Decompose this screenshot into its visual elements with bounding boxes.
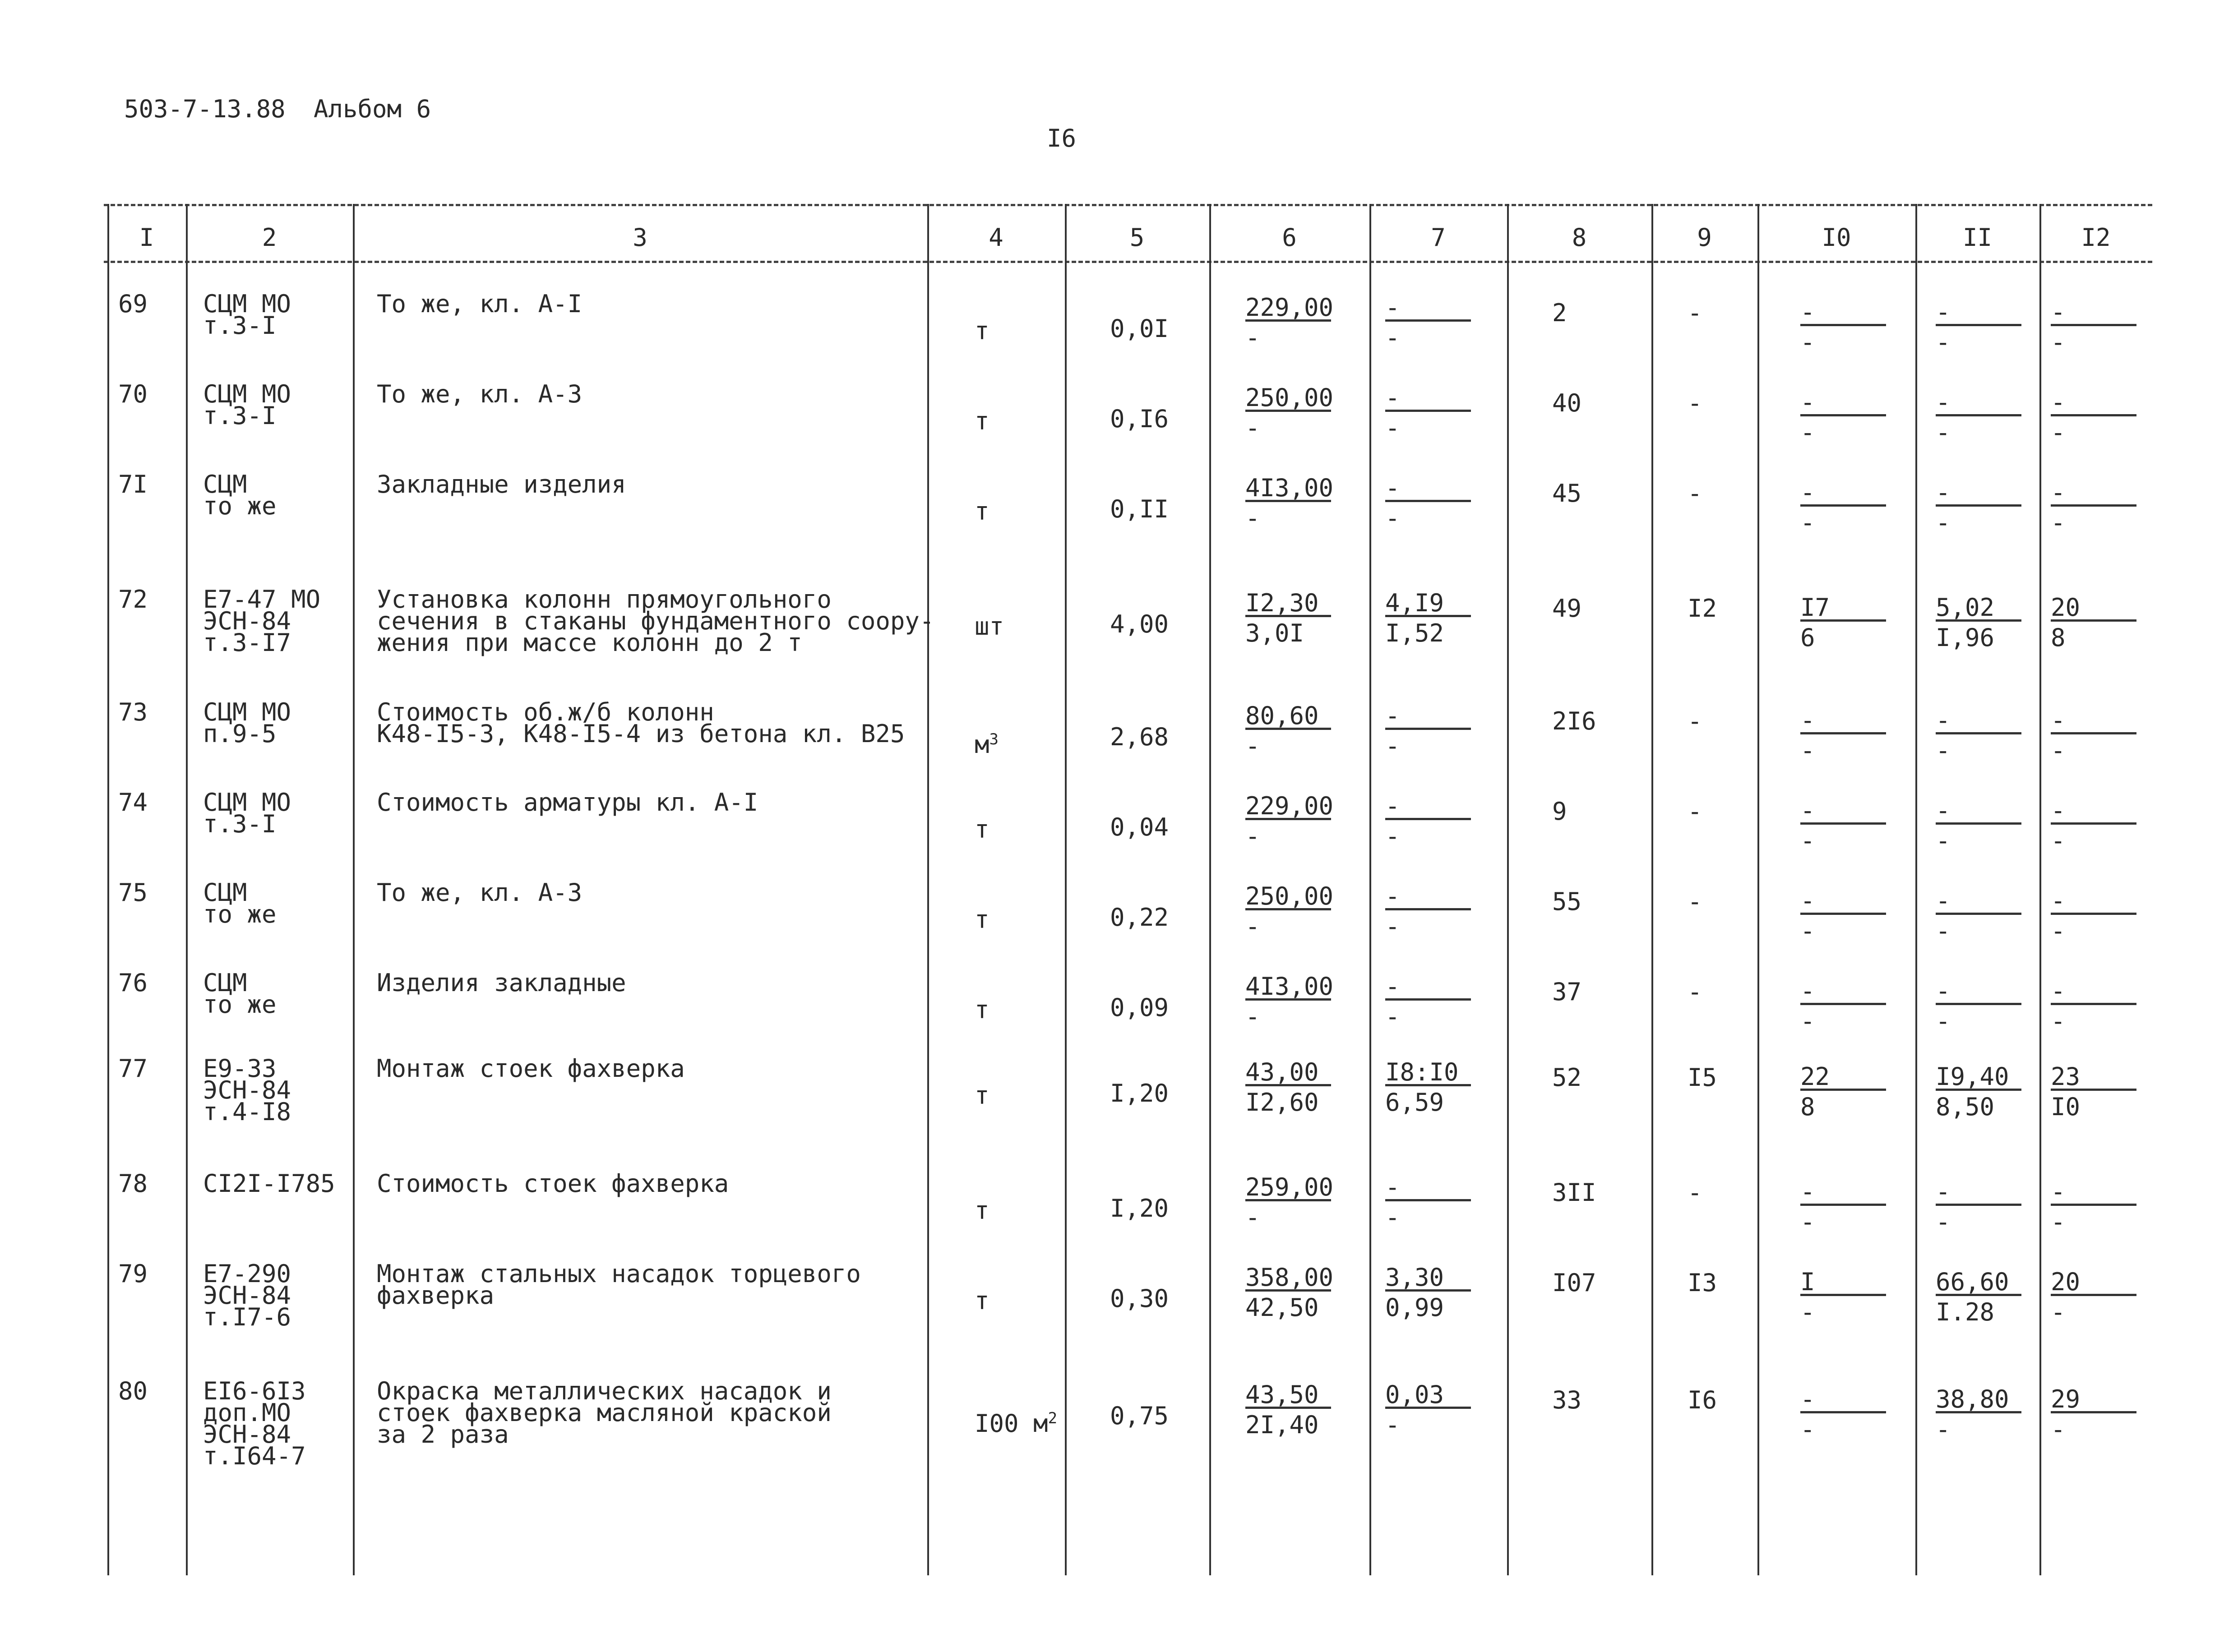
unit: т <box>975 1287 990 1315</box>
col11-value-numerator: 5,02 <box>1936 593 2021 622</box>
col-divider <box>1651 204 1653 1575</box>
unit: т <box>975 815 990 844</box>
unit-cost <box>1245 701 1331 760</box>
column-number: I2 <box>2081 223 2111 252</box>
column-number: 3 <box>633 223 647 252</box>
row-number: 73 <box>118 698 148 726</box>
col10-value-denominator: - <box>1800 736 1815 765</box>
unit: т <box>975 1196 990 1225</box>
col11-value <box>1936 478 2021 537</box>
col11-value-denominator: - <box>1936 1007 1951 1035</box>
col10-value-numerator: I7 <box>1800 593 1886 622</box>
col9-value: - <box>1688 797 1702 826</box>
wage-cost-denominator: - <box>1385 414 1400 442</box>
wage-cost <box>1385 1058 1471 1117</box>
unit-cost-denominator: - <box>1245 1203 1260 1232</box>
unit-cost-denominator: 42,50 <box>1245 1293 1319 1322</box>
unit-cost-numerator: 358,00 <box>1245 1263 1334 1292</box>
quantity: 0,30 <box>1110 1284 1169 1313</box>
unit-cost <box>1245 293 1334 352</box>
column-number: 5 <box>1129 223 1145 252</box>
col11-value-numerator: - <box>1936 1177 2021 1206</box>
work-description: Установка колонн прямоугольного сечения в стаканы фундаментного соору- жения при массе колонн до 2 т <box>377 585 934 657</box>
wage-cost-denominator: - <box>1385 732 1400 760</box>
wage-cost <box>1385 1380 1471 1439</box>
column-number: 9 <box>1697 223 1712 252</box>
wage-cost <box>1385 972 1471 1031</box>
unit: I00 $м^2$ <box>975 1409 1058 1438</box>
quantity: 0,I6 <box>1110 405 1169 433</box>
column-number: 8 <box>1572 223 1587 252</box>
unit-cost <box>1245 972 1334 1031</box>
unit-cost <box>1245 383 1334 442</box>
norm-code: СI2I-I785 <box>203 1169 335 1198</box>
unit-cost-denominator: - <box>1245 414 1260 442</box>
norm-code: Е9-33 ЭСН-84 т.4-I8 <box>203 1054 291 1126</box>
norm-code: ЕI6-6I3 доп.МО ЭСН-84 т.I64-7 <box>203 1377 306 1470</box>
col12-value <box>2051 796 2136 855</box>
header-rule <box>104 261 2152 263</box>
column-number: 4 <box>989 223 1003 252</box>
unit: т <box>975 1081 990 1110</box>
row-number: 77 <box>118 1054 148 1083</box>
document-code: 503-7-13.88 <box>124 95 286 123</box>
total-cost: 45 <box>1552 479 1582 508</box>
unit-cost-denominator: - <box>1245 822 1260 850</box>
quantity: I,20 <box>1110 1079 1169 1107</box>
wage-cost-denominator: - <box>1385 323 1400 352</box>
norm-code: СЦМ МО п.9-5 <box>203 698 291 748</box>
column-number: I <box>139 223 154 252</box>
work-description: Стоимость об.ж/б колонн К48-I5-3, К48-I5-4 из бетона кл. В25 <box>377 698 905 748</box>
col11-value-denominator: - <box>1936 508 1951 537</box>
col12-value-denominator: - <box>2051 1007 2066 1035</box>
col11-value <box>1936 1062 2021 1121</box>
col10-value-numerator: 22 <box>1800 1062 1886 1091</box>
col9-value: I5 <box>1688 1063 1717 1092</box>
col-divider <box>927 204 929 1575</box>
col10-value-denominator: - <box>1800 1298 1815 1326</box>
unit-cost <box>1245 882 1334 941</box>
col12-value <box>2051 706 2136 765</box>
unit-cost-denominator: - <box>1245 912 1260 941</box>
row-number: 80 <box>118 1377 148 1405</box>
col12-value <box>2051 1268 2136 1326</box>
unit-cost-numerator: 43,00 <box>1245 1058 1331 1086</box>
col12-value-denominator: - <box>2051 508 2066 537</box>
col-divider <box>107 204 109 1575</box>
quantity: 2,68 <box>1110 723 1169 751</box>
wage-cost-denominator: - <box>1385 1411 1400 1439</box>
col10-value <box>1800 388 1886 447</box>
wage-cost-denominator: I,52 <box>1385 619 1444 647</box>
wage-cost-numerator: - <box>1385 792 1471 820</box>
row-number: 76 <box>118 969 148 997</box>
norm-code: СЦМ МО т.3-I <box>203 380 291 430</box>
wage-cost-denominator: - <box>1385 1203 1400 1232</box>
col10-value-numerator: - <box>1800 796 1886 825</box>
wage-cost-denominator: 0,99 <box>1385 1293 1444 1322</box>
col11-value <box>1936 298 2021 356</box>
wage-cost-denominator: - <box>1385 1002 1400 1031</box>
row-number: 72 <box>118 585 148 614</box>
col-divider <box>1757 204 1759 1575</box>
unit: т <box>975 317 990 345</box>
col12-value-denominator: - <box>2051 917 2066 945</box>
col12-value-denominator: I0 <box>2051 1093 2081 1121</box>
col9-value: I6 <box>1688 1386 1717 1414</box>
col-divider <box>1209 204 1211 1575</box>
wage-cost <box>1385 792 1471 850</box>
unit-cost-numerator: 229,00 <box>1245 293 1334 322</box>
unit: $м^3$ <box>975 730 999 759</box>
work-description: Изделия закладные <box>377 969 626 997</box>
col11-value-numerator: - <box>1936 298 2021 326</box>
col10-value-numerator: - <box>1800 977 1886 1005</box>
norm-code: Е7-47 МО ЭСН-84 т.3-I7 <box>203 585 321 657</box>
col10-value-denominator: 6 <box>1800 623 1815 652</box>
col12-value-denominator: - <box>2051 418 2066 447</box>
unit-cost-numerator: 43,50 <box>1245 1380 1331 1409</box>
wage-cost <box>1385 1173 1471 1232</box>
col11-value-numerator: - <box>1936 706 2021 734</box>
col11-value <box>1936 388 2021 447</box>
unit-cost-numerator: 259,00 <box>1245 1173 1334 1201</box>
norm-code: СЦМ МО т.3-I <box>203 788 291 838</box>
norm-code: СЦМ то же <box>203 969 277 1019</box>
wage-cost <box>1385 882 1471 941</box>
total-cost: 9 <box>1552 797 1567 826</box>
unit: шт <box>975 612 1004 641</box>
unit: т <box>975 996 990 1024</box>
col10-value-numerator: - <box>1800 298 1886 326</box>
col12-value-numerator: - <box>2051 1177 2136 1206</box>
norm-code: СЦМ то же <box>203 878 277 928</box>
col11-value <box>1936 1177 2021 1236</box>
col10-value-numerator: - <box>1800 1385 1886 1413</box>
col12-value <box>2051 1385 2136 1444</box>
col12-value <box>2051 1177 2136 1236</box>
wage-cost <box>1385 1263 1471 1322</box>
col10-value-numerator: - <box>1800 388 1886 416</box>
wage-cost-numerator: I8:I0 <box>1385 1058 1471 1086</box>
col12-value-denominator: - <box>2051 328 2066 356</box>
total-cost: 40 <box>1552 389 1582 417</box>
col11-value <box>1936 593 2021 652</box>
unit-cost <box>1245 589 1331 647</box>
col12-value-numerator: - <box>2051 388 2136 416</box>
col9-value: - <box>1688 1178 1702 1207</box>
unit-cost-numerator: 250,00 <box>1245 383 1334 412</box>
wage-cost <box>1385 293 1471 352</box>
col12-value <box>2051 977 2136 1035</box>
col12-value-numerator: - <box>2051 298 2136 326</box>
col-divider <box>1065 204 1067 1575</box>
table-top-rule <box>104 204 2152 206</box>
col9-value: - <box>1688 978 1702 1006</box>
unit-cost <box>1245 1263 1334 1322</box>
quantity: 0,II <box>1110 495 1169 523</box>
work-description: Стоимость стоек фахверка <box>377 1169 729 1198</box>
unit-cost-numerator: 4I3,00 <box>1245 972 1334 1001</box>
col-divider <box>186 204 188 1575</box>
col11-value-numerator: - <box>1936 796 2021 825</box>
col9-value: - <box>1688 389 1702 417</box>
wage-cost <box>1385 701 1471 760</box>
wage-cost-denominator: - <box>1385 822 1400 850</box>
col10-value <box>1800 1268 1886 1326</box>
col10-value <box>1800 1062 1886 1121</box>
work-description: Закладные изделия <box>377 470 626 498</box>
col10-value <box>1800 298 1886 356</box>
col10-value <box>1800 478 1886 537</box>
total-cost: 49 <box>1552 594 1582 623</box>
col12-value <box>2051 1062 2136 1121</box>
work-description: Монтаж стальных насадок торцевого фахверка <box>377 1260 861 1310</box>
col10-value-denominator: 8 <box>1800 1093 1815 1121</box>
col10-value-numerator: - <box>1800 478 1886 507</box>
wage-cost <box>1385 474 1471 532</box>
col11-value-denominator: - <box>1936 917 1951 945</box>
col12-value-denominator: - <box>2051 1298 2066 1326</box>
quantity: 0,09 <box>1110 993 1169 1022</box>
work-description: То же, кл. А-I <box>377 290 583 318</box>
col10-value-denominator: - <box>1800 1415 1815 1444</box>
col-divider <box>1507 204 1509 1575</box>
row-number: 70 <box>118 380 148 408</box>
col12-value-denominator: - <box>2051 1415 2066 1444</box>
col10-value-numerator: - <box>1800 1177 1886 1206</box>
col10-value <box>1800 977 1886 1035</box>
col11-value-numerator: - <box>1936 478 2021 507</box>
col12-value-numerator: - <box>2051 478 2136 507</box>
quantity: I,20 <box>1110 1194 1169 1223</box>
unit-cost-numerator: 80,60 <box>1245 701 1331 730</box>
col11-value-denominator: - <box>1936 1208 1951 1236</box>
wage-cost-denominator: - <box>1385 504 1400 532</box>
col10-value <box>1800 1385 1886 1444</box>
col12-value-numerator: - <box>2051 706 2136 734</box>
col11-value <box>1936 977 2021 1035</box>
col11-value-numerator: I9,40 <box>1936 1062 2021 1091</box>
wage-cost-numerator: - <box>1385 474 1471 502</box>
col11-value-numerator: - <box>1936 977 2021 1005</box>
quantity: 0,0I <box>1110 314 1169 343</box>
col12-value-numerator: - <box>2051 886 2136 915</box>
quantity: 0,04 <box>1110 813 1169 841</box>
norm-code: СЦМ то же <box>203 470 277 520</box>
col12-value-denominator: - <box>2051 826 2066 855</box>
unit-cost-numerator: 4I3,00 <box>1245 474 1334 502</box>
col11-value <box>1936 886 2021 945</box>
col10-value-denominator: - <box>1800 508 1815 537</box>
col11-value <box>1936 1385 2021 1444</box>
col11-value-numerator: 66,60 <box>1936 1268 2021 1296</box>
quantity: 0,22 <box>1110 903 1169 932</box>
unit-cost <box>1245 792 1334 850</box>
col10-value <box>1800 1177 1886 1236</box>
unit-exponent: 2 <box>1048 1409 1058 1427</box>
col11-value-denominator: 8,50 <box>1936 1093 1995 1121</box>
col12-value-numerator: - <box>2051 977 2136 1005</box>
unit-cost-denominator: - <box>1245 323 1260 352</box>
column-number: 6 <box>1282 223 1297 252</box>
page-number: I6 <box>1047 124 1077 152</box>
unit-cost-numerator: I2,30 <box>1245 589 1331 617</box>
wage-cost-numerator: - <box>1385 293 1471 322</box>
work-description: Окраска металлических насадок и стоек фахверка масляной краской за 2 раза <box>377 1377 832 1449</box>
col11-value-denominator: - <box>1936 418 1951 447</box>
col12-value-denominator: 8 <box>2051 623 2066 652</box>
total-cost: 33 <box>1552 1386 1582 1414</box>
col12-value <box>2051 593 2136 652</box>
col10-value <box>1800 886 1886 945</box>
work-description: Стоимость арматуры кл. А-I <box>377 788 758 817</box>
col9-value: - <box>1688 887 1702 916</box>
wage-cost-numerator: - <box>1385 701 1471 730</box>
col12-value <box>2051 298 2136 356</box>
unit-cost <box>1245 1058 1331 1117</box>
col12-value-numerator: - <box>2051 796 2136 825</box>
unit-cost <box>1245 474 1334 532</box>
unit-cost-numerator: 250,00 <box>1245 882 1334 910</box>
total-cost: 55 <box>1552 887 1582 916</box>
unit: т <box>975 905 990 934</box>
col12-value <box>2051 886 2136 945</box>
col9-value: - <box>1688 707 1702 735</box>
col11-value <box>1936 1268 2021 1326</box>
col-divider <box>1915 204 1917 1575</box>
total-cost: 2I6 <box>1552 707 1596 735</box>
col12-value-numerator: 20 <box>2051 1268 2136 1296</box>
col10-value-denominator: - <box>1800 826 1815 855</box>
wage-cost-numerator: 0,03 <box>1385 1380 1471 1409</box>
col10-value-denominator: - <box>1800 328 1815 356</box>
unit-cost-numerator: 229,00 <box>1245 792 1334 820</box>
col10-value-denominator: - <box>1800 1208 1815 1236</box>
col10-value <box>1800 796 1886 855</box>
col11-value-denominator: - <box>1936 1415 1951 1444</box>
quantity: 0,75 <box>1110 1402 1169 1430</box>
col10-value-numerator: I <box>1800 1268 1886 1296</box>
unit-cost <box>1245 1380 1331 1439</box>
row-number: 7I <box>118 470 148 498</box>
col11-value-numerator: - <box>1936 886 2021 915</box>
work-description: То же, кл. А-3 <box>377 380 583 408</box>
unit-cost <box>1245 1173 1334 1232</box>
col-divider <box>1369 204 1371 1575</box>
col12-value-numerator: 29 <box>2051 1385 2136 1413</box>
wage-cost-numerator: 3,30 <box>1385 1263 1471 1292</box>
total-cost: 3II <box>1552 1178 1596 1207</box>
col9-value: I2 <box>1688 594 1717 623</box>
unit-exponent: 3 <box>989 730 999 748</box>
col9-value: - <box>1688 299 1702 327</box>
col11-value-denominator: I,96 <box>1936 623 1995 652</box>
col11-value-numerator: 38,80 <box>1936 1385 2021 1413</box>
unit: т <box>975 497 990 526</box>
wage-cost-numerator: - <box>1385 383 1471 412</box>
col11-value <box>1936 706 2021 765</box>
work-description: То же, кл. А-3 <box>377 878 583 907</box>
wage-cost-numerator: - <box>1385 882 1471 910</box>
col10-value-denominator: - <box>1800 418 1815 447</box>
col12-value-numerator: 20 <box>2051 593 2136 622</box>
wage-cost-numerator: - <box>1385 1173 1471 1201</box>
norm-code: Е7-290 ЭСН-84 т.I7-6 <box>203 1260 291 1331</box>
quantity: 4,00 <box>1110 610 1169 638</box>
unit-cost-denominator: - <box>1245 1002 1260 1031</box>
col12-value <box>2051 478 2136 537</box>
unit-cost-denominator: I2,60 <box>1245 1088 1319 1117</box>
col11-value-denominator: - <box>1936 328 1951 356</box>
row-number: 78 <box>118 1169 148 1198</box>
column-number: I0 <box>1822 223 1851 252</box>
col10-value <box>1800 706 1886 765</box>
col11-value-denominator: - <box>1936 736 1951 765</box>
wage-cost <box>1385 383 1471 442</box>
col10-value-numerator: - <box>1800 886 1886 915</box>
wage-cost-denominator: 6,59 <box>1385 1088 1444 1117</box>
column-number: 2 <box>262 223 277 252</box>
col11-value-denominator: - <box>1936 826 1951 855</box>
unit-cost-denominator: - <box>1245 732 1260 760</box>
col10-value-numerator: - <box>1800 706 1886 734</box>
row-number: 75 <box>118 878 148 907</box>
unit: т <box>975 407 990 435</box>
work-description: Монтаж стоек фахверка <box>377 1054 685 1083</box>
col-divider <box>2039 204 2041 1575</box>
unit-cost-denominator: 2I,40 <box>1245 1411 1319 1439</box>
col9-value: - <box>1688 479 1702 508</box>
wage-cost-numerator: - <box>1385 972 1471 1001</box>
column-number: II <box>1962 223 1993 252</box>
col10-value <box>1800 593 1886 652</box>
col10-value-denominator: - <box>1800 917 1815 945</box>
total-cost: 52 <box>1552 1063 1582 1092</box>
col11-value-denominator: I.28 <box>1936 1298 1995 1326</box>
row-number: 74 <box>118 788 148 817</box>
wage-cost-denominator: - <box>1385 912 1400 941</box>
col11-value <box>1936 796 2021 855</box>
row-number: 79 <box>118 1260 148 1288</box>
col12-value-denominator: - <box>2051 736 2066 765</box>
col10-value-denominator: - <box>1800 1007 1815 1035</box>
total-cost: 37 <box>1552 978 1582 1006</box>
col12-value <box>2051 388 2136 447</box>
col12-value-numerator: 23 <box>2051 1062 2136 1091</box>
total-cost: I07 <box>1552 1269 1596 1297</box>
col12-value-denominator: - <box>2051 1208 2066 1236</box>
wage-cost <box>1385 589 1471 647</box>
row-number: 69 <box>118 290 148 318</box>
unit-cost-denominator: - <box>1245 504 1260 532</box>
col11-value-numerator: - <box>1936 388 2021 416</box>
album-label: Альбом 6 <box>314 95 431 123</box>
total-cost: 2 <box>1552 299 1567 327</box>
column-number: 7 <box>1431 223 1446 252</box>
norm-code: СЦМ МО т.3-I <box>203 290 291 340</box>
wage-cost-numerator: 4,I9 <box>1385 589 1471 617</box>
col-divider <box>353 204 355 1575</box>
col9-value: I3 <box>1688 1269 1717 1297</box>
unit-cost-denominator: 3,0I <box>1245 619 1304 647</box>
